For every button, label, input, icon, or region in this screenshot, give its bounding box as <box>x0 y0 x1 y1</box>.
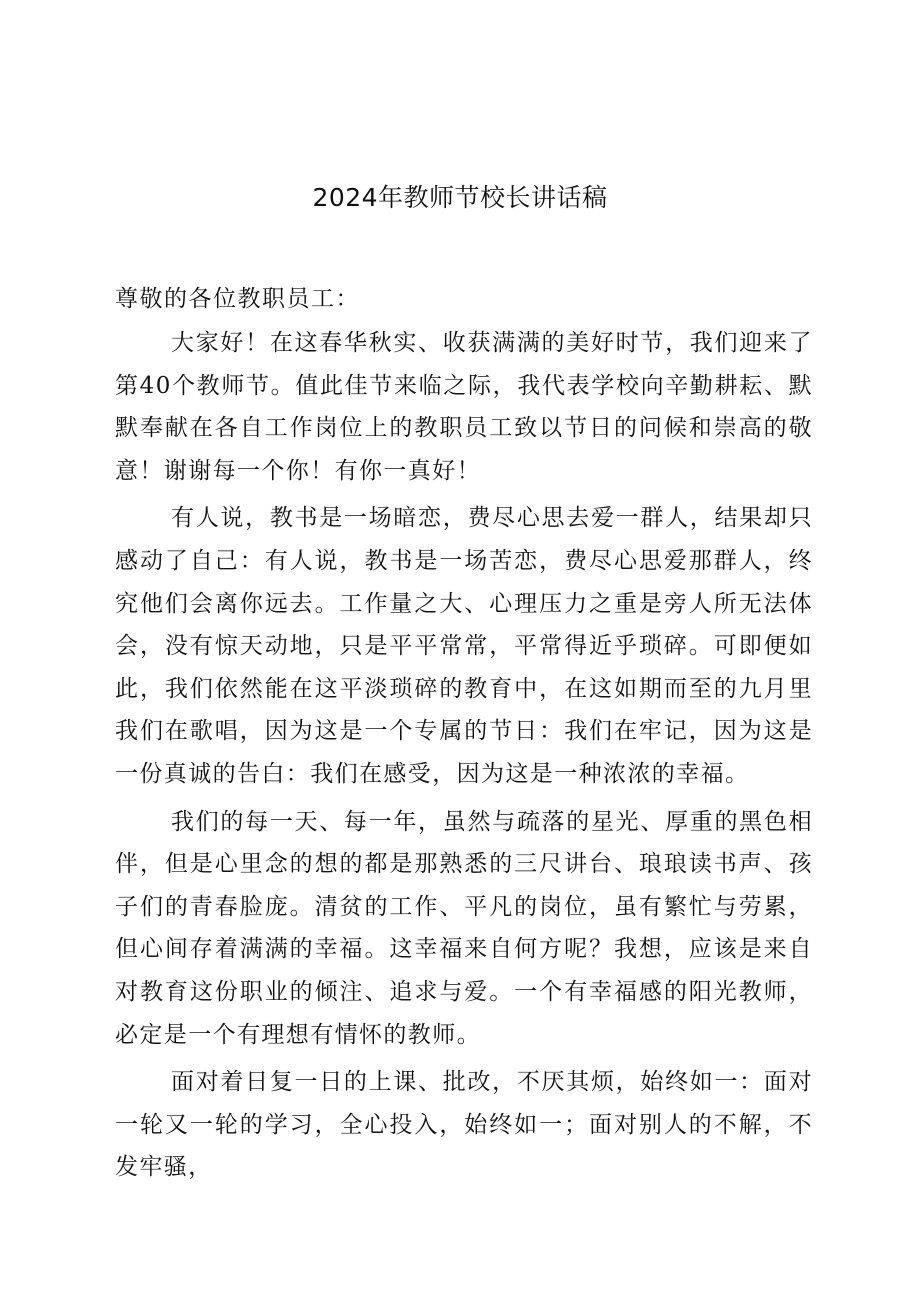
paragraph: 大家好！在这春华秋实、收获满满的美好时节，我们迎来了第40个教师节。值此佳节来临之际，我代表学校向辛勤耕耘、默默奉献在各自工作岗位上的教职员工致以节日的问候和崇高的敬意！谢谢每一个你！有你一真好！ <box>115 330 813 484</box>
document-body <box>115 322 813 1194</box>
salutation: 尊敬的各位教职员工： <box>115 286 360 312</box>
document-title: 2024年教师节校长讲话稿 <box>312 183 608 212</box>
paragraph: 有人说，教书是一场暗恋，费尽心思去爱一群人，结果却只感动了自己：有人说，教书是一场苦恋，费尽心思爱那群人，终究他们会离你远去。工作量之大、心理压力之重是旁人所无法体会，没有惊天动地，只是平平常常，平常得近乎琐碎。可即便如此，我们依然能在这平淡琐碎的教育中，在这如期而至的九月里我们在歌唱，因为这是一个专属的节日：我们在牢记，因为这是一份真诚的告白：我们在感受，因为这是一种浓浓的幸福。 <box>115 505 813 787</box>
paragraph: 面对着日复一日的上课、批改，不厌其烦，始终如一：面对一轮又一轮的学习，全心投入，始终如一；面对别人的不解，不发牢骚， <box>115 1069 813 1181</box>
paragraph: 我们的每一天、每一年，虽然与疏落的星光、厚重的黑色相伴，但是心里念的想的都是那熟悉的三尺讲台、琅琅读书声、孩子们的青春脸庞。清贫的工作、平凡的岗位，虽有繁忙与劳累，但心间存着满满的幸福。这幸福来自何方呢？我想，应该是来自对教育这份职业的倾注、追求与爱。一个有幸福感的阳光教师，必定是一个有理想有情怀的教师。 <box>115 808 813 1048</box>
